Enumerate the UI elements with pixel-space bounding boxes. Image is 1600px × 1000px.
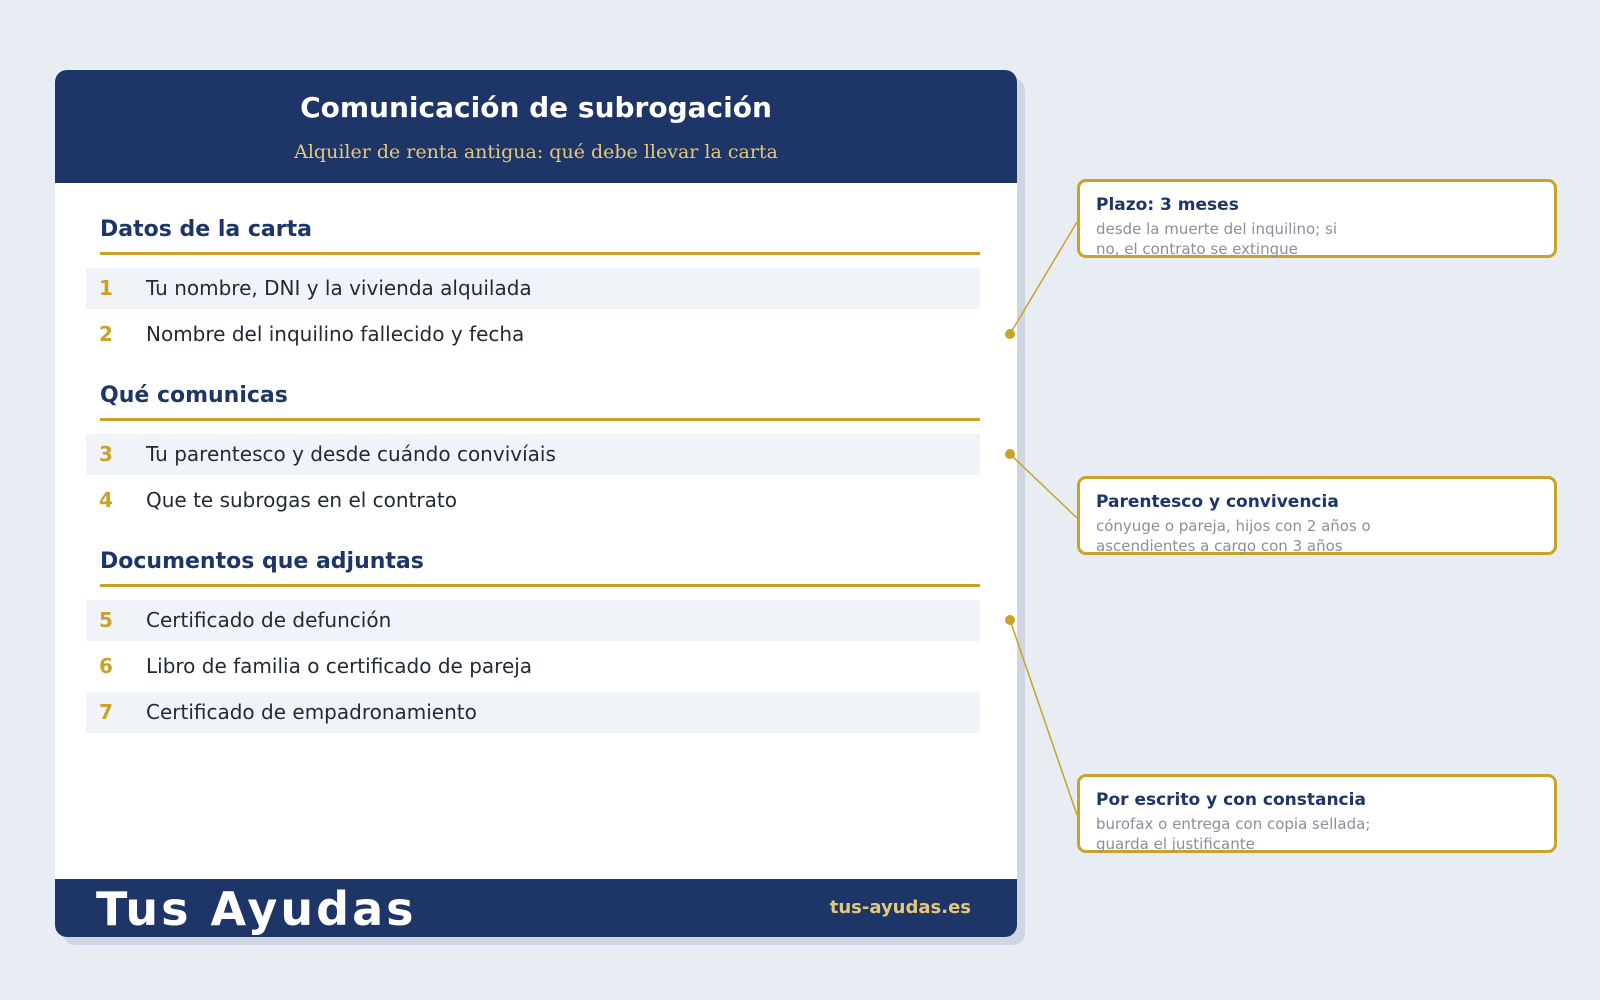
item-text: Certificado de empadronamiento	[146, 700, 477, 724]
section-title-datos: Datos de la carta	[100, 217, 312, 242]
callout-body	[1096, 219, 1396, 259]
callout-body	[1096, 516, 1396, 556]
site-link[interactable]: tus-ayudas.es	[829, 897, 971, 918]
item-text: Certificado de defunción	[146, 608, 392, 632]
item-text: Libro de familia o certificado de pareja	[146, 654, 533, 678]
section-title-que-comunicas: Qué comunicas	[100, 383, 288, 408]
item-number: 5	[99, 608, 113, 632]
callout-body	[1096, 814, 1396, 854]
item-number: 1	[99, 276, 113, 300]
callout-line: guarda el justificante	[1096, 835, 1255, 853]
callout-title: Parentesco y convivencia	[1096, 492, 1339, 512]
item-number: 6	[99, 654, 113, 678]
connector-line-parentesco	[1010, 454, 1077, 518]
connector-dot-escrito	[1005, 615, 1015, 625]
card-subtitle: Alquiler de renta antigua: qué debe llevar la carta	[294, 141, 778, 163]
section-title-documentos: Documentos que adjuntas	[100, 549, 424, 574]
connector-dot-plazo	[1005, 329, 1015, 339]
item-text: Tu nombre, DNI y la vivienda alquilada	[146, 276, 532, 300]
callout-plazo	[1077, 179, 1557, 258]
item-text: Nombre del inquilino fallecido y fecha	[146, 322, 525, 346]
item-number: 3	[99, 442, 113, 466]
callout-title: Por escrito y con constancia	[1096, 790, 1366, 810]
callout-parentesco	[1077, 476, 1557, 555]
callout-line: desde la muerte del inquilino; si	[1096, 220, 1337, 238]
connector-line-escrito	[1010, 620, 1077, 815]
item-text: Que te subrogas en el contrato	[146, 488, 457, 512]
item-number: 4	[99, 488, 113, 512]
connector-dot-parentesco	[1005, 449, 1015, 459]
brand-logo: Tus Ayudas	[96, 882, 417, 936]
item-number: 7	[99, 700, 113, 724]
callout-line: burofax o entrega con copia sellada;	[1096, 815, 1371, 833]
callout-title: Plazo: 3 meses	[1096, 195, 1239, 215]
item-number: 2	[99, 322, 113, 346]
callout-escrito	[1077, 774, 1557, 853]
callout-line: ascendientes a cargo con 3 años	[1096, 537, 1343, 555]
connector-line-plazo	[1010, 222, 1077, 334]
callout-line: cónyuge o pareja, hijos con 2 años o	[1096, 517, 1371, 535]
card-title: Comunicación de subrogación	[300, 91, 772, 124]
item-text: Tu parentesco y desde cuándo convivíais	[146, 442, 556, 466]
callout-line: no, el contrato se extingue	[1096, 240, 1298, 258]
